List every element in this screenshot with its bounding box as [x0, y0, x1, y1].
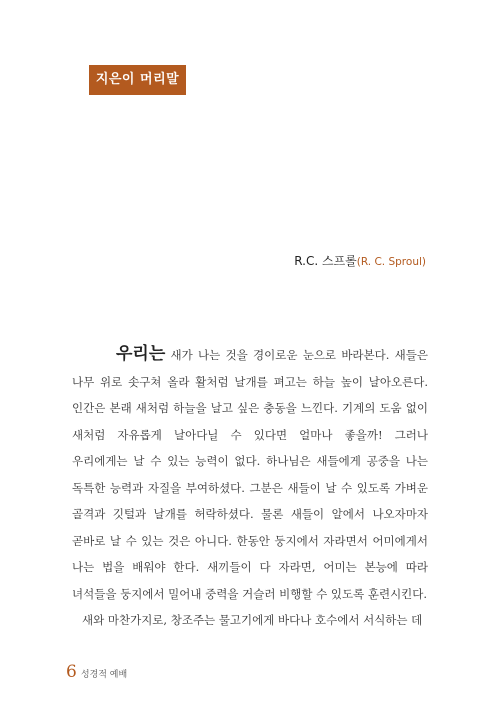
paragraph-1	[72, 341, 428, 607]
page-footer	[66, 662, 127, 682]
author-name: R.C. 스프롤	[294, 254, 357, 268]
author-name-english: (R. C. Sproul)	[356, 256, 426, 268]
section-tag: 지은이 머리말	[89, 65, 186, 95]
paragraph-1-text: 새가 나는 것을 경이로운 눈으로 바라본다. 새들은 나무 위로 솟구쳐 올라 활처럼 날개를 펴고는 하늘 높이 날아오른다. 인간은 본래 새처럼 하늘을 날고 싶은 충동을 느낀다. 기계의 도움 없이 새처럼 자유롭게 날아다닐 수 있다면 얼마나 좋을까! 그러나 우리에게는 날 수 있는 능력이 없다. 하나님은 새들에게 공중을 나는 독특한 능력과 자질을 부여하셨다. 그분은 새들이 날 수 있도록 가벼운 골격과 깃털과 날개를 허락하셨다. 물론 새들이 알에서 나오자마자 곧바로 날 수 있는 것은 아니다. 한동안 둥지에서 자라면서 어미에게서 나는 법을 배워야 한다. 새끼들이 다 자라면, 어미는 본능에 따라 녀석들을 둥지에서 밀어내 중력을 거슬러 비행할 수 있도록 훈련시킨다.	[72, 348, 428, 601]
author-line	[294, 252, 426, 269]
paragraph-2: 새와 마찬가지로, 창조주는 물고기에게 바다나 호수에서 서식하는 데	[82, 613, 423, 627]
lead-word: 우리는	[116, 344, 166, 364]
body-text	[72, 341, 428, 634]
running-title: 성경적 예배	[80, 670, 128, 680]
page-number: 6	[66, 662, 77, 682]
